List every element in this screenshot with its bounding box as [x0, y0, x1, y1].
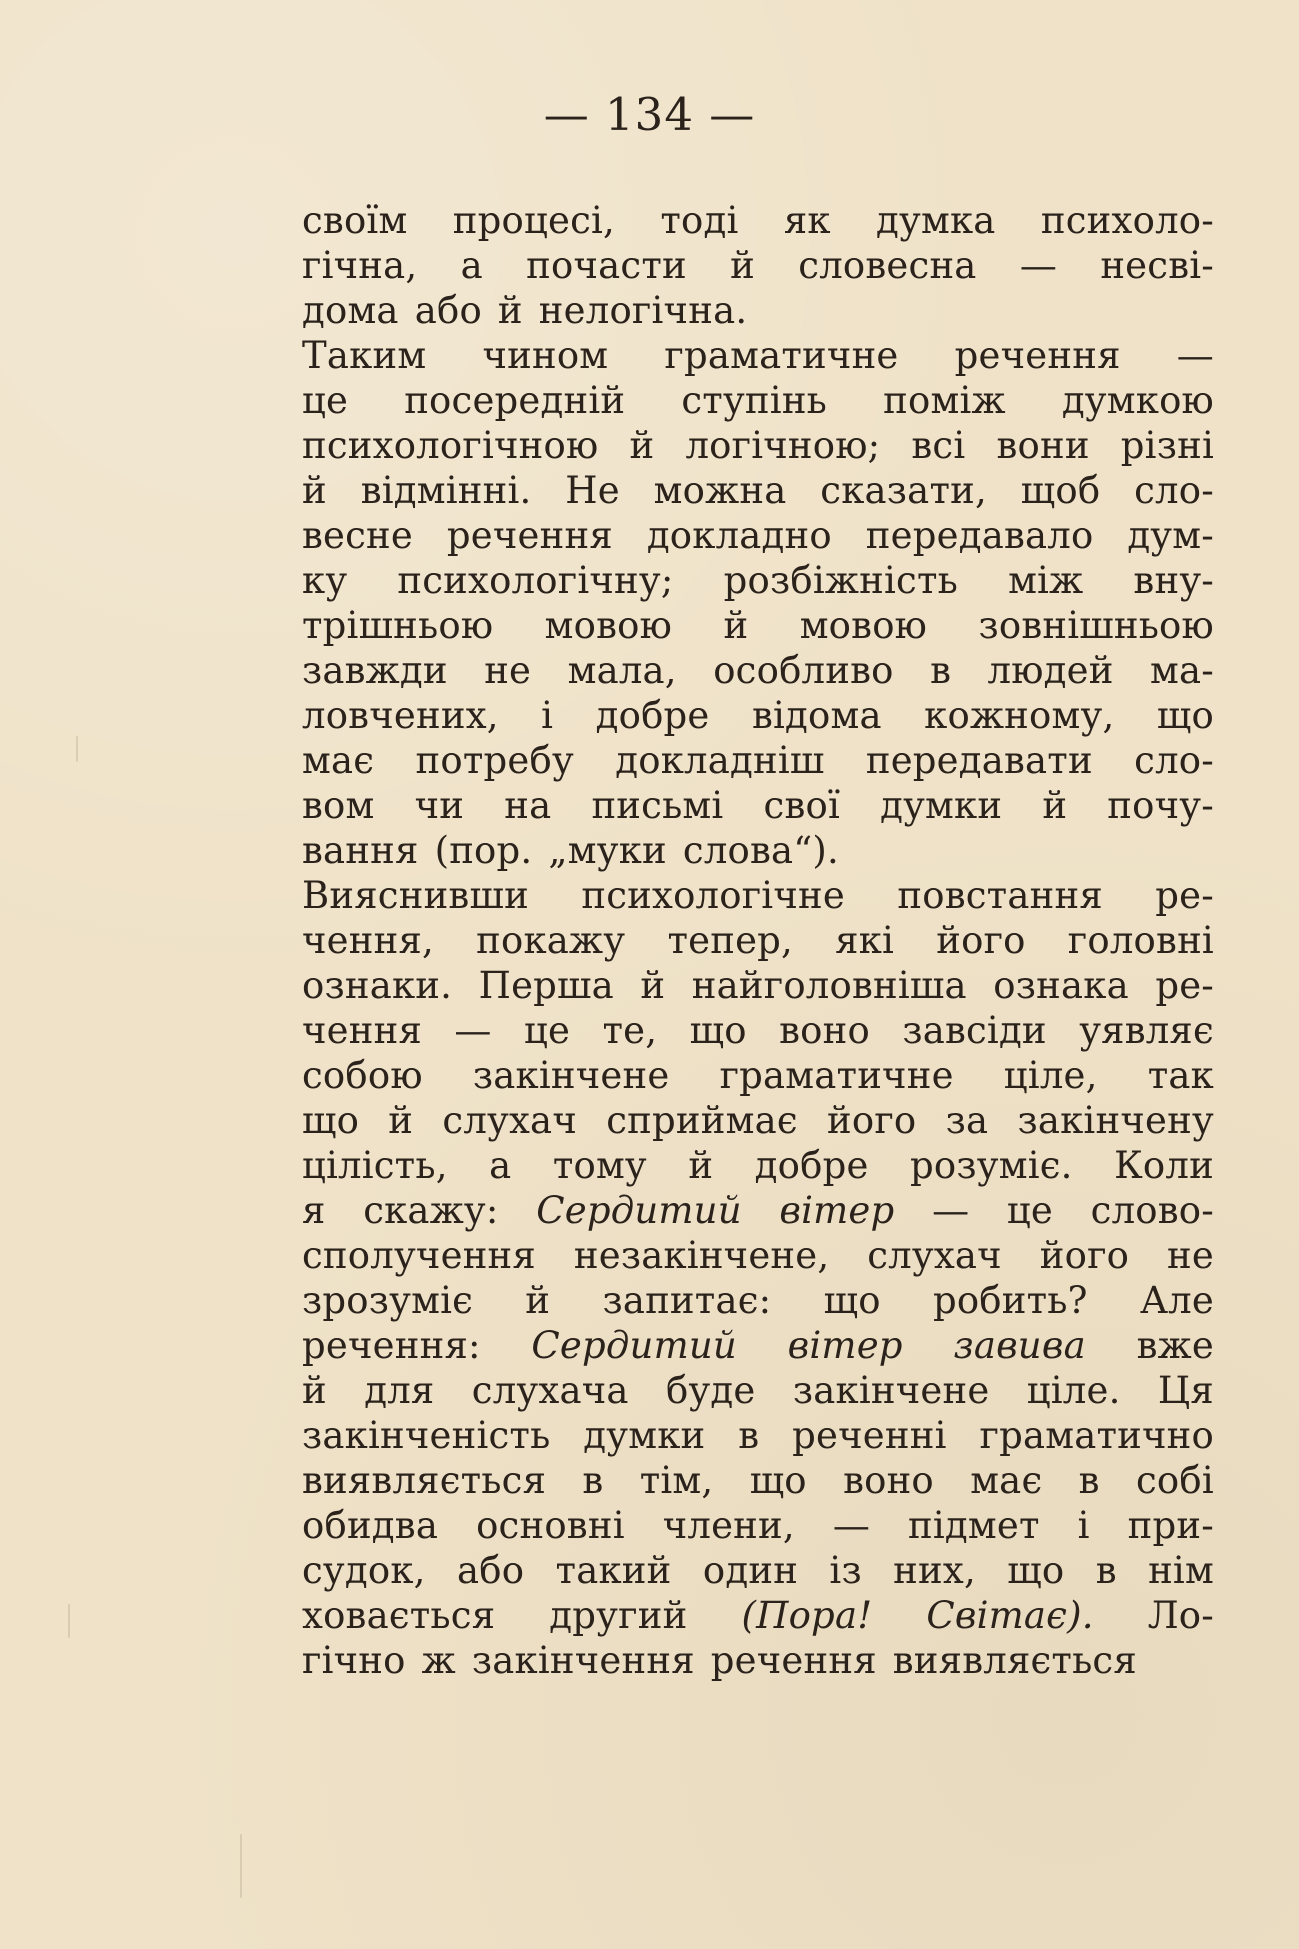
text-word: — — [1019, 244, 1058, 287]
paper-mark — [68, 1604, 70, 1638]
text-word: робить? — [932, 1279, 1088, 1322]
text-word: й — [640, 964, 666, 1007]
text-word: Перша — [478, 964, 614, 1007]
text-word: відома — [751, 694, 882, 737]
text-word: основні — [476, 1504, 625, 1547]
text-line — [302, 1143, 1214, 1188]
text-word: й — [629, 424, 655, 467]
text-line — [302, 918, 1214, 963]
text-word: воно — [779, 1009, 870, 1052]
text-word: й — [1042, 784, 1068, 827]
text-word: що — [1156, 694, 1214, 737]
text-line — [302, 1233, 1214, 1278]
text-word: особливо — [713, 649, 894, 692]
text-word: на — [504, 784, 552, 827]
text-word: чином — [482, 334, 609, 377]
text-word: виявляється — [892, 1639, 1137, 1682]
text-word: другий — [549, 1594, 688, 1637]
text-word: закінчення — [471, 1639, 695, 1682]
text-word: ознаки. — [302, 964, 453, 1007]
text-word: завсіди — [902, 1009, 1047, 1052]
text-word: те, — [602, 1009, 658, 1052]
text-word: слова“). — [682, 829, 840, 872]
text-line — [302, 1593, 1214, 1638]
text-word: письмі — [591, 784, 724, 827]
text-word: Таким — [302, 334, 427, 377]
text-word: психологічне — [581, 874, 845, 917]
text-line — [302, 738, 1214, 783]
text-word: цілість, — [302, 1144, 448, 1187]
text-word: ступінь — [681, 379, 828, 422]
text-word: граматично — [979, 1414, 1214, 1457]
text-word: його — [1039, 1234, 1130, 1277]
text-word: й — [688, 1144, 714, 1187]
text-word: (Пора! — [741, 1594, 873, 1637]
text-word: закінчене — [792, 1369, 990, 1412]
text-word: такий — [555, 1549, 672, 1592]
text-word: і — [1077, 1504, 1090, 1547]
text-word: дома — [302, 289, 399, 332]
text-word: вітер — [779, 1189, 895, 1232]
text-word: за — [945, 1099, 989, 1142]
text-word: при- — [1127, 1504, 1214, 1547]
text-word: слухач — [867, 1234, 1002, 1277]
text-line — [302, 288, 1214, 333]
text-word: — — [832, 1504, 871, 1547]
text-word: посередній — [404, 379, 626, 422]
text-word: сло- — [1134, 739, 1214, 782]
text-line — [302, 648, 1214, 693]
text-word: слухач — [442, 1099, 577, 1142]
text-word: судок, — [302, 1549, 426, 1592]
text-word: речення: — [302, 1324, 481, 1367]
text-word: речення — [710, 1639, 877, 1682]
text-word: Коли — [1114, 1144, 1214, 1187]
text-line — [302, 1413, 1214, 1458]
text-word: так — [1147, 1054, 1214, 1097]
text-word: розуміє. — [910, 1144, 1073, 1187]
text-word: весне — [302, 514, 414, 557]
text-word: тоді — [660, 199, 739, 242]
text-word: в — [738, 1414, 760, 1457]
text-word: психологічну; — [397, 559, 674, 602]
text-word: психологічною — [302, 424, 599, 467]
text-word: й — [497, 289, 523, 332]
text-word: буде — [665, 1369, 756, 1412]
text-word: що — [302, 1099, 360, 1142]
text-word: ховається — [302, 1594, 496, 1637]
text-word: поміж — [883, 379, 1006, 422]
text-word: покажу — [476, 919, 626, 962]
text-word: добре — [754, 1144, 869, 1187]
text-line — [302, 423, 1214, 468]
text-line — [302, 693, 1214, 738]
text-word: запитає: — [602, 1279, 772, 1322]
text-word: психоло- — [1040, 199, 1214, 242]
text-word: свої — [763, 784, 841, 827]
text-line — [302, 963, 1214, 1008]
text-word: людей — [987, 649, 1114, 692]
text-word: й — [723, 604, 749, 647]
text-word: або — [414, 289, 482, 332]
text-word: чення — [302, 1009, 423, 1052]
text-word: слухача — [471, 1369, 629, 1412]
text-word: це — [302, 379, 349, 422]
text-word: й — [525, 1279, 551, 1322]
text-word: скажу: — [363, 1189, 499, 1232]
text-word: відмінні. — [360, 469, 532, 512]
text-word: сприймає — [606, 1099, 798, 1142]
text-word: чення, — [302, 919, 434, 962]
text-word: Сердитий — [531, 1324, 737, 1367]
text-word: не — [1167, 1234, 1214, 1277]
text-word: речення — [446, 514, 613, 557]
text-word: закінченість — [302, 1414, 551, 1457]
text-word: думка — [876, 199, 996, 242]
text-word: — — [454, 1009, 492, 1052]
text-word: тому — [552, 1144, 647, 1187]
text-word: потребу — [415, 739, 574, 782]
text-line — [302, 378, 1214, 423]
text-word: всі — [911, 424, 966, 467]
text-word: воно — [843, 1459, 934, 1502]
text-word: ціле, — [1003, 1054, 1098, 1097]
text-line — [302, 1278, 1214, 1323]
text-word: вання — [302, 829, 419, 872]
text-line — [302, 873, 1214, 918]
text-word: що — [689, 1009, 747, 1052]
text-word: які — [835, 919, 895, 962]
text-word: зрозуміє — [302, 1279, 474, 1322]
text-word: Ця — [1157, 1369, 1214, 1412]
text-word: вже — [1136, 1324, 1214, 1367]
text-word: завжди — [302, 649, 448, 692]
text-line — [302, 1188, 1214, 1233]
text-word: Вияснивши — [302, 874, 529, 917]
text-word: слово- — [1090, 1189, 1214, 1232]
text-word: сказати, — [820, 469, 987, 512]
text-word: ловчених, — [302, 694, 499, 737]
text-word: в — [1095, 1549, 1117, 1592]
text-word: словесна — [798, 244, 977, 287]
text-word: закінчене — [472, 1054, 670, 1097]
paper-mark — [240, 1834, 242, 1898]
text-word: добре — [595, 694, 710, 737]
text-word: це — [1006, 1189, 1053, 1232]
text-word: ре- — [1155, 874, 1214, 917]
text-word: або — [456, 1549, 525, 1592]
text-word: як — [783, 199, 831, 242]
text-line — [302, 1548, 1214, 1593]
text-line — [302, 1098, 1214, 1143]
text-word: передавати — [865, 739, 1093, 782]
text-line — [302, 828, 1214, 873]
text-line — [302, 1053, 1214, 1098]
text-word: ку — [302, 559, 348, 602]
text-word: сполучення — [302, 1234, 536, 1277]
text-line — [302, 1008, 1214, 1053]
text-word: тепер, — [667, 919, 794, 962]
text-word: між — [1008, 559, 1084, 602]
text-word: й — [388, 1099, 414, 1142]
text-word: із — [829, 1549, 862, 1592]
text-word: ознака — [993, 964, 1129, 1007]
text-word: Світає). — [926, 1594, 1094, 1637]
text-word: й — [730, 244, 756, 287]
text-word: в — [582, 1459, 604, 1502]
text-word: можна — [653, 469, 787, 512]
text-word: що — [823, 1279, 881, 1322]
text-word: підмет — [908, 1504, 1040, 1547]
text-word: для — [364, 1369, 435, 1412]
text-word: виявляється — [302, 1459, 547, 1502]
text-word: має — [970, 1459, 1043, 1502]
text-word: нім — [1148, 1549, 1214, 1592]
text-line — [302, 1503, 1214, 1548]
paper-mark — [76, 736, 78, 762]
text-word: щоб — [1020, 469, 1101, 512]
text-word: своїм — [302, 199, 408, 242]
text-line — [302, 468, 1214, 513]
text-word: кожному, — [924, 694, 1115, 737]
text-line — [302, 1638, 1214, 1683]
text-word: (пор. — [434, 829, 533, 872]
text-word: передавало — [865, 514, 1094, 557]
text-word: уявляє — [1079, 1009, 1214, 1052]
text-word: почасти — [526, 244, 687, 287]
text-word: вну- — [1133, 559, 1214, 602]
text-line — [302, 198, 1214, 243]
text-word: і — [541, 694, 554, 737]
text-word: що — [749, 1459, 807, 1502]
text-word: трішньою — [302, 604, 494, 647]
text-word: ціле. — [1026, 1369, 1121, 1412]
text-line — [302, 603, 1214, 648]
text-word: логічною; — [685, 424, 881, 467]
text-word: думки — [880, 784, 1003, 827]
text-word: Сердитий — [536, 1189, 742, 1232]
text-word: нелогічна. — [538, 289, 748, 332]
text-word: ма- — [1150, 649, 1214, 692]
text-word: — — [932, 1189, 970, 1232]
text-word: мовою — [799, 604, 928, 647]
text-word: різні — [1120, 424, 1214, 467]
text-word: — — [1176, 334, 1214, 377]
text-word: речення — [954, 334, 1121, 377]
text-word: думкою — [1061, 379, 1214, 422]
text-word: гічна, — [302, 244, 418, 287]
text-word: що — [1007, 1549, 1065, 1592]
text-word: закінчену — [1017, 1099, 1214, 1142]
text-line — [302, 1323, 1214, 1368]
text-line — [302, 1458, 1214, 1503]
text-word: й — [302, 1369, 327, 1412]
text-word: докладніш — [615, 739, 825, 782]
page-number: — 134 — — [543, 88, 756, 141]
text-word: вони — [996, 424, 1090, 467]
text-word: в — [1078, 1459, 1100, 1502]
text-word: собі — [1136, 1459, 1214, 1502]
text-word: один — [702, 1549, 799, 1592]
text-word: завива — [953, 1324, 1086, 1367]
text-word: гічно — [302, 1639, 406, 1682]
text-word: розбіжність — [723, 559, 958, 602]
text-word: сло- — [1134, 469, 1214, 512]
text-word: собою — [302, 1054, 423, 1097]
text-word: найголовніша — [691, 964, 967, 1007]
text-line — [302, 513, 1214, 558]
text-word: головні — [1067, 919, 1214, 962]
text-word: реченні — [792, 1414, 947, 1457]
text-word: я — [302, 1189, 326, 1232]
text-word: члени, — [662, 1504, 795, 1547]
text-word: чи — [414, 784, 465, 827]
text-word: ж — [421, 1639, 456, 1682]
text-word: обидва — [302, 1504, 439, 1547]
text-word: а — [460, 244, 483, 287]
text-word: тім, — [639, 1459, 714, 1502]
text-word: дум- — [1127, 514, 1214, 557]
text-word: Ло- — [1147, 1594, 1214, 1637]
text-word: незакінчене, — [573, 1234, 830, 1277]
text-word: не — [484, 649, 532, 692]
text-word: „муки — [548, 829, 667, 872]
text-word: почу- — [1107, 784, 1214, 827]
text-word: ре- — [1155, 964, 1214, 1007]
text-word: граматичне — [719, 1054, 954, 1097]
text-word: мовою — [544, 604, 673, 647]
text-word: несві- — [1100, 244, 1214, 287]
text-word: має — [302, 739, 375, 782]
text-word: них, — [893, 1549, 976, 1592]
text-word: думки — [583, 1414, 706, 1457]
text-word: в — [930, 649, 952, 692]
text-word: Не — [565, 469, 620, 512]
text-word: зовнішньою — [978, 604, 1214, 647]
text-word: вітер — [787, 1324, 903, 1367]
text-word: повстання — [897, 874, 1103, 917]
body-text — [302, 198, 1214, 1683]
text-line — [302, 783, 1214, 828]
text-word: вом — [302, 784, 375, 827]
text-line — [302, 333, 1214, 378]
text-word: мала, — [567, 649, 677, 692]
text-word: й — [302, 469, 327, 512]
text-word: докладно — [646, 514, 832, 557]
text-line — [302, 243, 1214, 288]
text-word: це — [524, 1009, 571, 1052]
text-word: його — [936, 919, 1026, 962]
text-word: процесі, — [452, 199, 616, 242]
text-word: граматичне — [664, 334, 899, 377]
text-word: а — [489, 1144, 512, 1187]
text-word: його — [826, 1099, 917, 1142]
text-line — [302, 1368, 1214, 1413]
text-word: Але — [1139, 1279, 1214, 1322]
text-line — [302, 558, 1214, 603]
